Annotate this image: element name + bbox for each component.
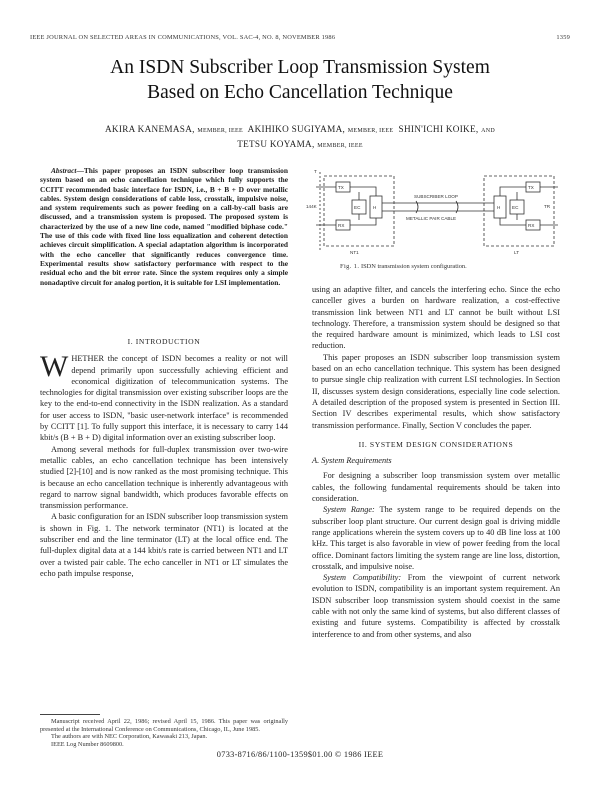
system-range-lead: System Range: [323,505,375,515]
right-paragraph-3: For designing a subscriber loop transmission system over metallic cables, the following fundamental requirements should be taken into consideration. [312,471,560,504]
author-line-2 [40,138,560,153]
member-tag: MEMBER, IEEE [317,143,363,149]
author-koike: SHIN'ICHI KOIKE, [398,124,479,134]
label-lt-h: H [497,205,501,210]
author-block [40,123,560,153]
intro-paragraph-1: HETHER the concept of ISDN becomes a reality or not will depend primarily upon successfully achieving efficient and economical digitization of telecommunication systems. The technologies for digital transmission over existing subscriber loops are the key to the end-to-end connectivity in the ISDN realization. As a standard for user access to ISDN, "basic user-network interface" is recommended by CCITT [1]. To fully support this interface, it is necessary to carry 144 kbit/s (B + B + D) digital information over an existing subscriber loop. [40,354,288,443]
label-nt1-tx: TX [338,185,344,190]
abstract [40,166,288,287]
label-lt: LT [514,250,520,255]
title-line-1: An ISDN Subscriber Loop Transmission System [110,57,490,78]
figure-label: Fig. 1. [340,263,360,270]
footnote-received: Manuscript received April 22, 1986; revised April 15, 1986. This paper was originally presented at the International Conference on Communications, Chicago, IL, June 1985. [40,718,288,733]
author-sugiyama: AKIHIKO SUGIYAMA, [247,124,346,134]
left-column [40,336,288,579]
label-nt1-h: H [373,205,377,210]
intro-paragraph-2: Among several methods for full-duplex transmission over two-wire metallic cables, an echo cancellation technique has been intensively studied [2]-[10] and is now ranked as the most promising technique. This is because an echo cancellation technique is inherently advantageous with regard to narrow signal bandwidth, which produces favorable effects on transmission performance. [40,444,288,511]
right-paragraph-2: This paper proposes an ISDN subscriber loop transmission system based on an echo cancellation technique. This system has been designed to pursue single chip realization with current LSI technologies. In Section II, discusses system design considerations, especially line code selection. A detailed description of the proposed system is presented in Section III. Section IV describes experimental results, which show satisfactory transmission performance. Finally, Section V concludes the paper. [312,352,560,430]
member-tag: MEMBER, IEEE [347,128,394,134]
running-header [30,34,570,46]
member-tag: MEMBER, IEEE [197,128,243,134]
author-kanemasa: AKIRA KANEMASA, [104,124,195,134]
journal-header: IEEE JOURNAL ON SELECTED AREAS IN COMMUNICATIONS, VOL. SAC-4, NO. 8, NOVEMBER 1986 [30,34,336,41]
author-line-1 [40,123,560,138]
footnote [40,718,288,748]
figure-1-caption [340,263,500,270]
page-number: 1359 [556,34,570,41]
right-paragraph-1: using an adaptive filter, and cancels the interfering echo. Since the echo canceller gives a burden on hardware realization, a cost-effective transmission link between NT1 and LT cannot be built without LSI technology. Therefore, a transmission system should be designed so that the required hardware amount is minimized, which leads to LSI cost reduction. [312,285,560,351]
and-word: AND [481,128,496,134]
footnote-log: IEEE Log Number 8609800. [51,740,124,748]
intro-heading: I. INTRODUCTION [127,337,201,346]
figure-1-diagram [306,168,560,260]
label-lt-rx: RX [528,223,535,228]
title-line-2: Based on Echo Cancellation Technique [147,82,453,103]
intro-paragraph-3: A basic configuration for an ISDN subscriber loop transmission system is shown in Fig. 1. The network terminator (NT1) is located at the subscriber end and the line terminator (LT) at the local office end. The full-duplex digital data at a 144 kbit/s rate is carried between NT1 and LT over a twisted pair cable. The echo canceller in NT1 or LT simulates the echo path impulse response, [40,512,288,578]
label-nt1-ec: EC [354,205,361,210]
paper-title [40,55,560,105]
label-nt1-rx: RX [338,223,345,228]
dropcap-letter: W [40,350,69,384]
lt-box [484,176,554,246]
copyright-line: 0733-8716/86/1100-1359$01.00 © 1986 IEEE [216,750,384,759]
label-t: T [314,169,317,174]
right-column [312,284,560,640]
system-compatibility-lead: System Compatibility: [323,573,402,583]
footnote-affiliation: The authors are with NEC Corporation, Kawasaki 213, Japan. [51,733,208,741]
subsection-a-heading: A. System Requirements [312,456,392,466]
label-lt-tx: TX [528,185,534,190]
abstract-lead: Abstract [51,166,77,175]
abstract-text: —This paper proposes an ISDN subscriber loop transmission system based on an echo cancellation technique which fully supports the CCITT recommended basic interface for ISDN, i.e., B + B + D over metallic cables. System design considerations of cable loss, crosstalk, impulsive noise, and system requirements such as power feeding on a call-by-call basis are discussed, and a transmission system is proposed. The proposed system is characterized by the use of a new line code, named "modified biphase code." The use of this code with fixed line loss equalization and coherent detection achieves circuit simplification. A special adaptation algorithm is incorporated with the echo canceller that significantly reduces convergence time. Experimental results show satisfactory performance with respect to the residual echo and the bit error rate. Since the system requires only a simple nonadaptive circuit for analog portion, it is suitable for LSI implementation. [40,166,288,287]
label-subscriber-loop: SUBSCRIBER LOOP [414,194,458,199]
label-nt1: NT1 [350,250,359,255]
label-144k: 144K [306,204,317,209]
footnote-rule [40,714,100,715]
author-koyama: TETSU KOYAMA, [237,139,315,149]
right-paragraph-5: From the viewpoint of current network evolution to ISDN, compatibility is an important system requirement. An ISDN subscriber loop transmission system should coexist in the same cable with not only the same kind of systems, but also different classes of existing and future systems. Compatibility is affected by crosstalk interference to and from other systems, and also [312,573,560,639]
section-2-heading: II. SYSTEM DESIGN CONSIDERATIONS [358,439,514,449]
label-metallic-cable: METALLIC PAIR CABLE [406,216,457,221]
figure-caption-text: ISDN transmission system configuration. [360,263,467,270]
label-tr: TR [544,204,551,209]
right-paragraph-4: The system range to be required depends on the subscriber loop plant structure. Our current design goal is driving middle range applications wherein the system covers up to 40 dB line loss at 100 kHz. This target is also favorable in view of power feeding from the local office. Dominant factors limiting the system range are line loss, distortion, crosstalk, and impulsive noise. [312,505,561,571]
label-lt-ec: EC [512,205,519,210]
